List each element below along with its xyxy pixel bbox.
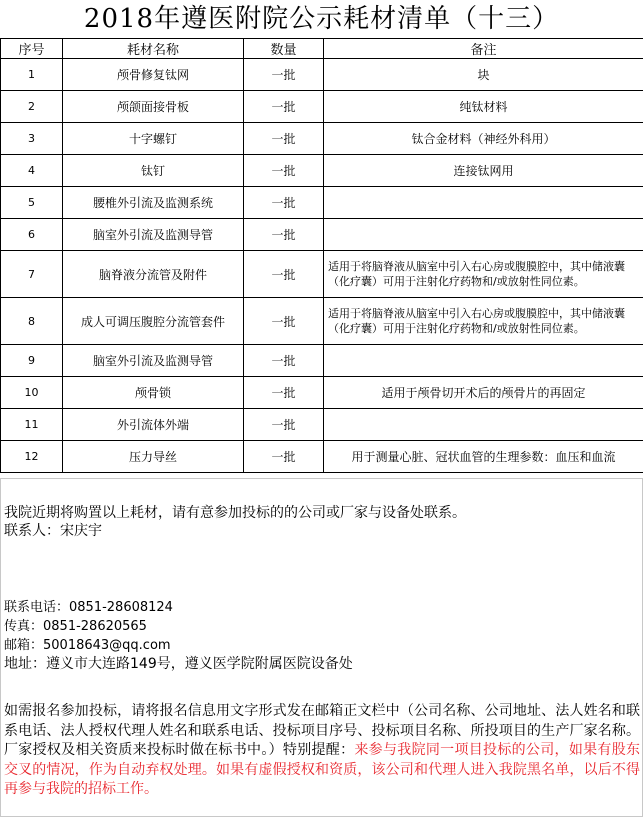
row-note: 连接钛网用 xyxy=(324,155,643,187)
row-qty: 一批 xyxy=(244,91,324,123)
table-row xyxy=(1,155,643,187)
row-qty: 一批 xyxy=(244,409,324,441)
contact-person: 联系人：宋庆宇 xyxy=(4,523,102,539)
notice-line: 我院近期将购置以上耗材，请有意参加投标的的公司或厂家与设备处联系。 xyxy=(4,505,466,521)
table-row xyxy=(1,123,643,155)
row-note xyxy=(324,345,643,377)
row-name: 成人可调压腹腔分流管套件 xyxy=(63,298,244,345)
row-note: 适用于将脑脊液从脑室中引入右心房或腹膜腔中，其中储液囊（化疗囊）可用于注射化疗药物和/或放射性同位素。 xyxy=(324,298,643,345)
row-qty: 一批 xyxy=(244,298,324,345)
row-seq: 3 xyxy=(1,123,63,155)
row-name: 腰椎外引流及监测系统 xyxy=(63,187,244,219)
table-row xyxy=(1,441,643,473)
table-row xyxy=(1,219,643,251)
table-header-row xyxy=(1,39,643,59)
table-row xyxy=(1,59,643,91)
row-seq: 5 xyxy=(1,187,63,219)
instructions-paragraph xyxy=(4,702,640,800)
row-seq: 10 xyxy=(1,377,63,409)
row-name: 钛钉 xyxy=(63,155,244,187)
contact-address: 地址：遵义市大连路149号，遵义医学院附属医院设备处 xyxy=(4,656,353,672)
row-note: 用于测量心脏、冠状血管的生理参数：血压和血流 xyxy=(324,441,643,473)
contact-fax: 传真：0851-28620565 xyxy=(4,619,147,634)
header-qty: 数量 xyxy=(244,39,324,59)
row-qty: 一批 xyxy=(244,251,324,298)
table-row xyxy=(1,377,643,409)
row-note xyxy=(324,409,643,441)
table-row xyxy=(1,345,643,377)
row-seq: 7 xyxy=(1,251,63,298)
row-qty: 一批 xyxy=(244,377,324,409)
consumables-table xyxy=(0,38,643,473)
row-name: 十字螺钉 xyxy=(63,123,244,155)
row-note: 钛合金材料（神经外科用） xyxy=(324,123,643,155)
row-seq: 11 xyxy=(1,409,63,441)
contact-block xyxy=(4,598,640,674)
row-note xyxy=(324,187,643,219)
table-row xyxy=(1,251,643,298)
row-qty: 一批 xyxy=(244,219,324,251)
table-row xyxy=(1,298,643,345)
instructions-text: 如需报名参加投标，请将报名信息用文字形式发在邮箱正文栏中（公司名称、公司地址、法人姓名和联系电话、法人授权代理人姓名和联系电话、投标项目序号、投标项目名称、所投项目的生产厂家名称。厂家授权及相关资质来投标时做在标书中。）特别提醒： xyxy=(4,703,640,758)
table-row xyxy=(1,409,643,441)
row-qty: 一批 xyxy=(244,59,324,91)
row-seq: 12 xyxy=(1,441,63,473)
row-note: 块 xyxy=(324,59,643,91)
row-seq: 1 xyxy=(1,59,63,91)
header-seq: 序号 xyxy=(1,39,63,59)
row-qty: 一批 xyxy=(244,123,324,155)
row-name: 颅颌面接骨板 xyxy=(63,91,244,123)
row-note xyxy=(324,219,643,251)
contact-email: 邮箱：50018643@qq.com xyxy=(4,638,171,653)
instructions-warning: 来参与我院同一项目投标的公司，如果有股东交叉的情况，作为自动弃权处理。如果有虚假授权和资质，该公司和代理人进入我院黑名单，以后不得再参与我院的招标工作。 xyxy=(4,742,641,797)
row-note: 适用于颅骨切开术后的颅骨片的再固定 xyxy=(324,377,643,409)
table-row xyxy=(1,91,643,123)
row-qty: 一批 xyxy=(244,441,324,473)
row-note: 适用于将脑脊液从脑室中引入右心房或腹膜腔中，其中储液囊（化疗囊）可用于注射化疗药物和/或放射性同位素。 xyxy=(324,251,643,298)
header-name: 耗材名称 xyxy=(63,39,244,59)
row-qty: 一批 xyxy=(244,345,324,377)
contact-phone: 联系电话：0851-28608124 xyxy=(4,600,173,615)
page-title: 2018年遵医附院公示耗材清单（十三） xyxy=(83,4,560,34)
row-qty: 一批 xyxy=(244,187,324,219)
row-seq: 2 xyxy=(1,91,63,123)
row-seq: 9 xyxy=(1,345,63,377)
row-name: 脑脊液分流管及附件 xyxy=(63,251,244,298)
row-name: 脑室外引流及监测导管 xyxy=(63,345,244,377)
row-seq: 8 xyxy=(1,298,63,345)
row-name: 颅骨锁 xyxy=(63,377,244,409)
row-note: 纯钛材料 xyxy=(324,91,643,123)
row-seq: 6 xyxy=(1,219,63,251)
row-seq: 4 xyxy=(1,155,63,187)
header-note: 备注 xyxy=(324,39,643,59)
row-qty: 一批 xyxy=(244,155,324,187)
row-name: 颅骨修复钛网 xyxy=(63,59,244,91)
row-name: 压力导丝 xyxy=(63,441,244,473)
row-name: 外引流体外端 xyxy=(63,409,244,441)
table-row xyxy=(1,187,643,219)
row-name: 脑室外引流及监测导管 xyxy=(63,219,244,251)
